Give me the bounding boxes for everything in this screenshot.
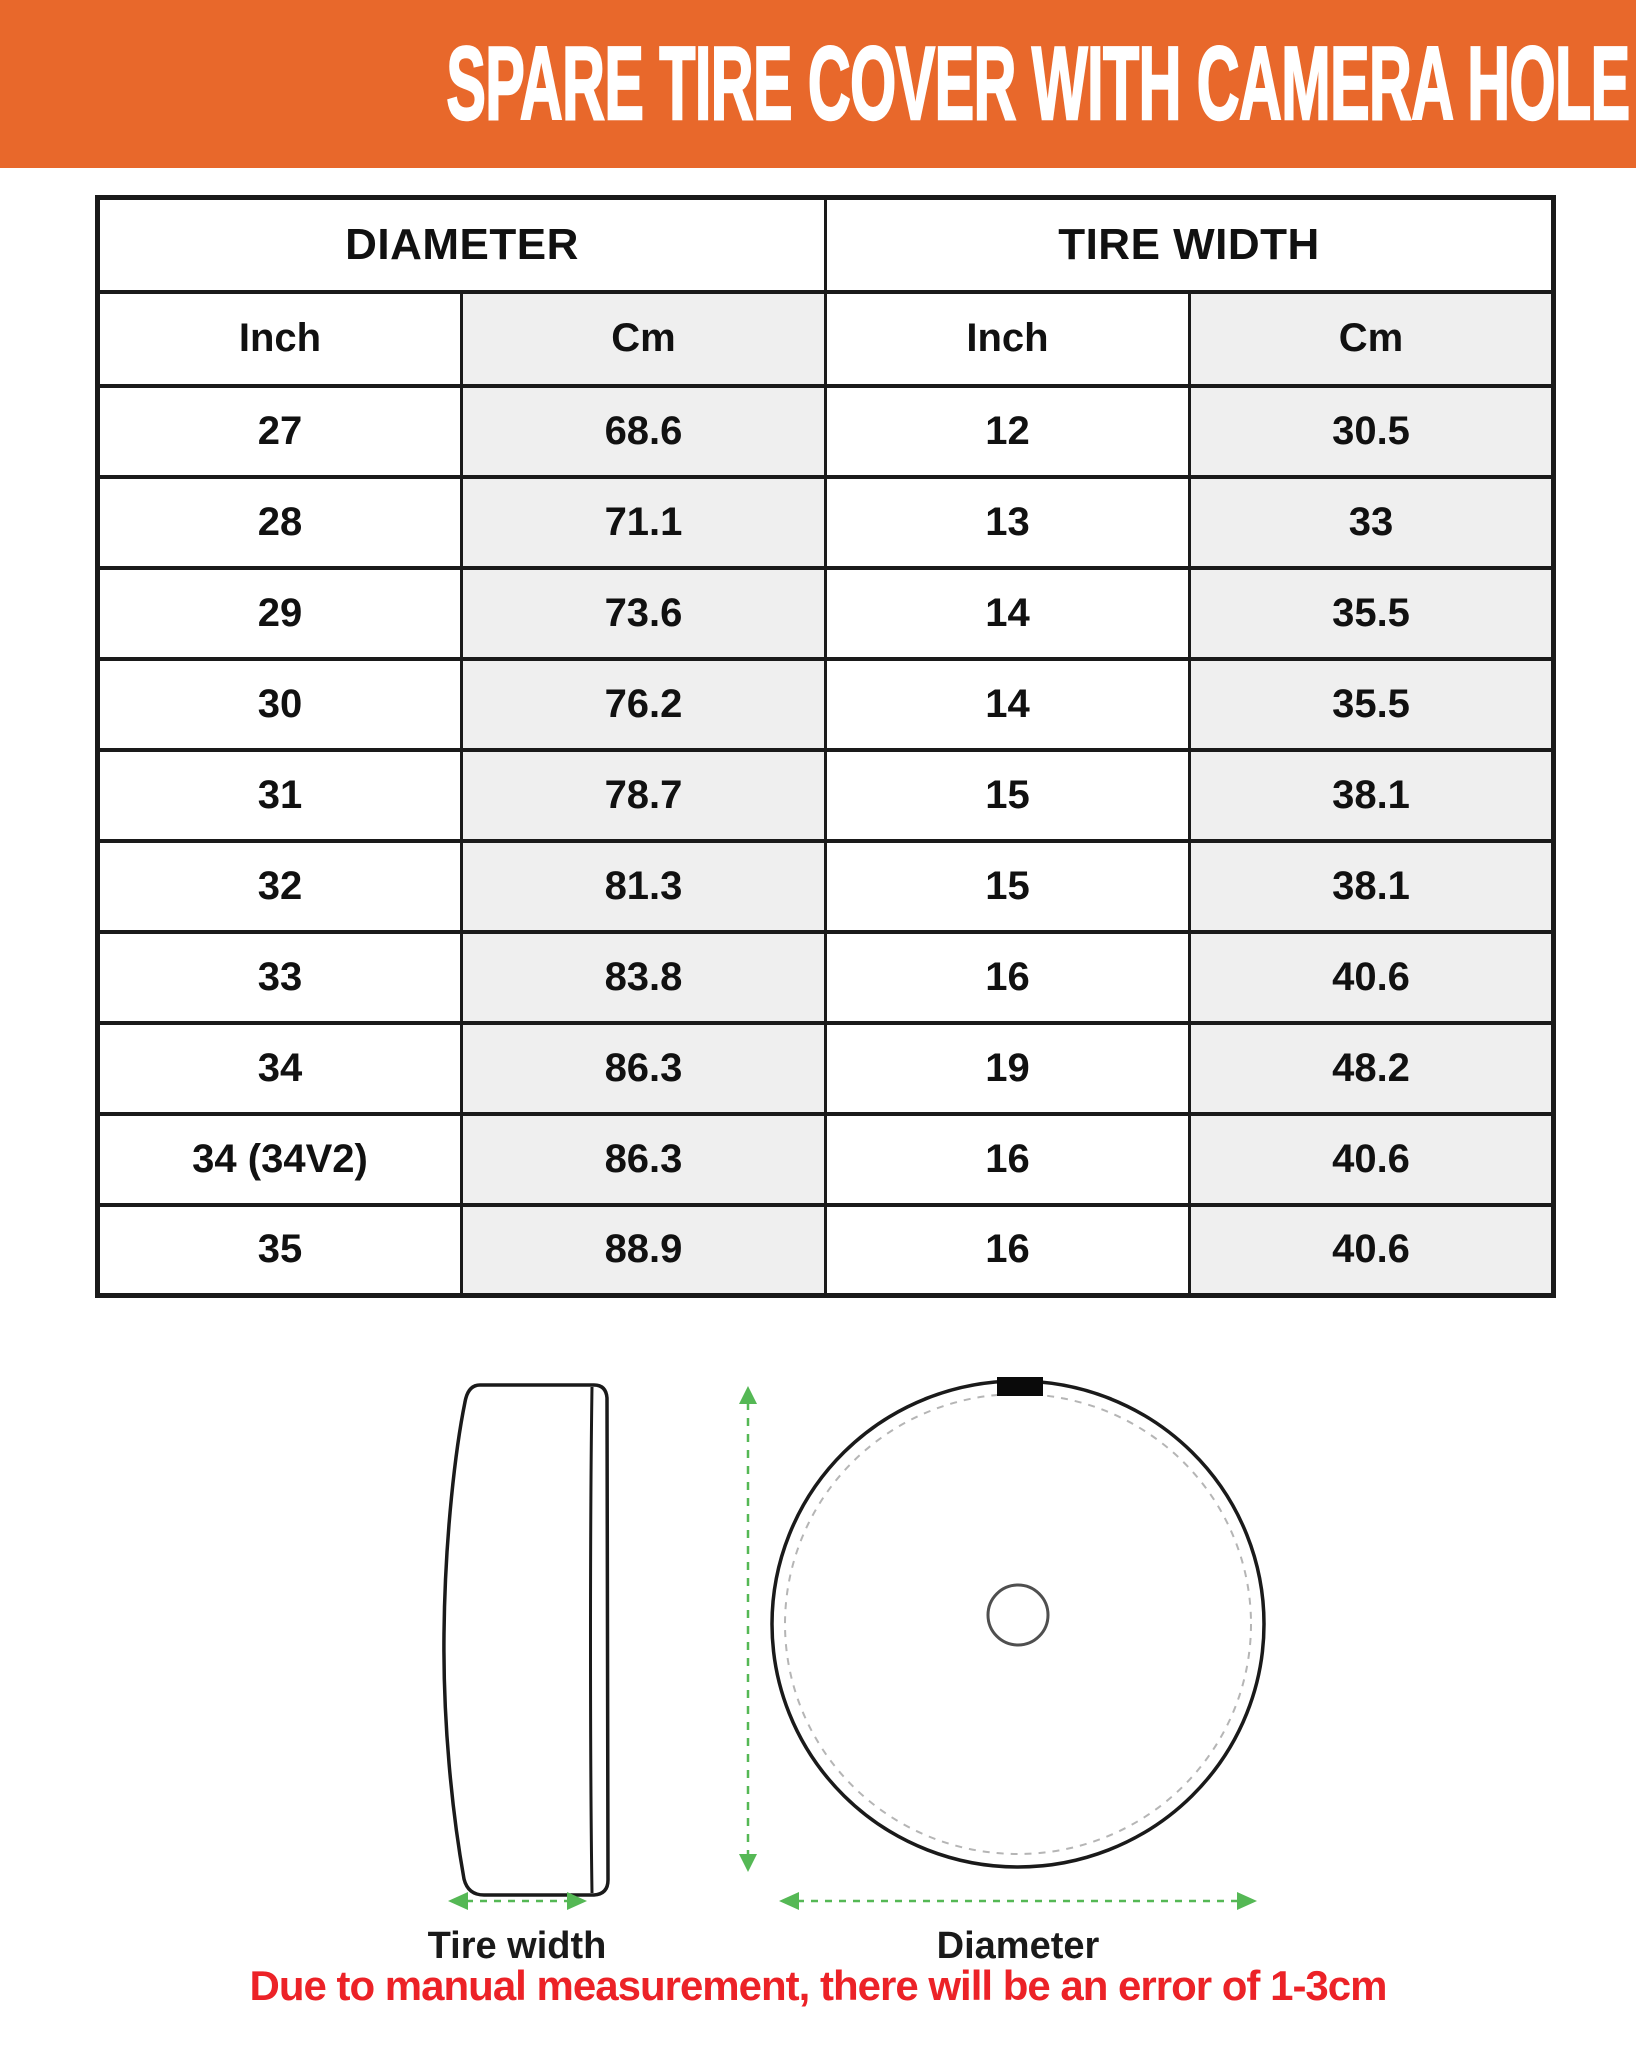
table-cell: 28 <box>98 477 462 568</box>
table-cell: 30 <box>98 659 462 750</box>
table-cell: 68.6 <box>462 386 826 477</box>
table-cell: 13 <box>826 477 1190 568</box>
table-cell: 34 (34V2) <box>98 1114 462 1205</box>
table-cell: 40.6 <box>1190 932 1554 1023</box>
arrowhead-right-icon <box>1237 1892 1257 1910</box>
section-header-tire-width: TIRE WIDTH <box>826 198 1554 292</box>
table-cell: 29 <box>98 568 462 659</box>
table-cell: 32 <box>98 841 462 932</box>
table-cell: 40.6 <box>1190 1114 1554 1205</box>
measurement-error-note: Due to manual measurement, there will be an error of 1-3cm <box>249 1962 1387 2009</box>
table-cell: 31 <box>98 750 462 841</box>
table-cell: 19 <box>826 1023 1190 1114</box>
table-cell: 16 <box>826 932 1190 1023</box>
table-cell: 78.7 <box>462 750 826 841</box>
unit-header-inch: Inch <box>826 292 1190 386</box>
table-cell: 27 <box>98 386 462 477</box>
tire-side-view-rim-line <box>591 1387 593 1893</box>
table-cell: 48.2 <box>1190 1023 1554 1114</box>
table-cell: 16 <box>826 1205 1190 1296</box>
table-cell: 14 <box>826 659 1190 750</box>
cover-strap-mark <box>997 1377 1043 1396</box>
table-cell: 38.1 <box>1190 841 1554 932</box>
table-cell: 15 <box>826 841 1190 932</box>
camera-hole <box>988 1585 1048 1645</box>
table-cell: 76.2 <box>462 659 826 750</box>
unit-header-cm: Cm <box>1190 292 1554 386</box>
table-cell: 33 <box>1190 477 1554 568</box>
table-cell: 15 <box>826 750 1190 841</box>
table-cell: 12 <box>826 386 1190 477</box>
table-cell: 35 <box>98 1205 462 1296</box>
table-cell: 71.1 <box>462 477 826 568</box>
tire-side-view-outline <box>444 1385 608 1895</box>
table-cell: 16 <box>826 1114 1190 1205</box>
section-header-diameter: DIAMETER <box>98 198 826 292</box>
table-cell: 86.3 <box>462 1114 826 1205</box>
table-cell: 30.5 <box>1190 386 1554 477</box>
unit-header-cm: Cm <box>462 292 826 386</box>
arrowhead-left-icon <box>448 1892 468 1910</box>
tire-width-label: Tire width <box>427 1925 607 1967</box>
table-cell: 14 <box>826 568 1190 659</box>
table-cell: 73.6 <box>462 568 826 659</box>
table-cell: 83.8 <box>462 932 826 1023</box>
table-cell: 35.5 <box>1190 659 1554 750</box>
table-cell: 81.3 <box>462 841 826 932</box>
arrowhead-up-icon <box>739 1386 757 1404</box>
table-cell: 38.1 <box>1190 750 1554 841</box>
table-cell: 86.3 <box>462 1023 826 1114</box>
table-cell: 34 <box>98 1023 462 1114</box>
arrowhead-left-icon <box>779 1892 799 1910</box>
table-cell: 88.9 <box>462 1205 826 1296</box>
diameter-label: Diameter <box>936 1925 1100 1967</box>
unit-header-inch: Inch <box>98 292 462 386</box>
table-cell: 33 <box>98 932 462 1023</box>
arrowhead-down-icon <box>739 1854 757 1872</box>
table-cell: 40.6 <box>1190 1205 1554 1296</box>
table-cell: 35.5 <box>1190 568 1554 659</box>
page-title: SPARE TIRE COVER WITH CAMERA HOLE <box>446 26 1630 142</box>
